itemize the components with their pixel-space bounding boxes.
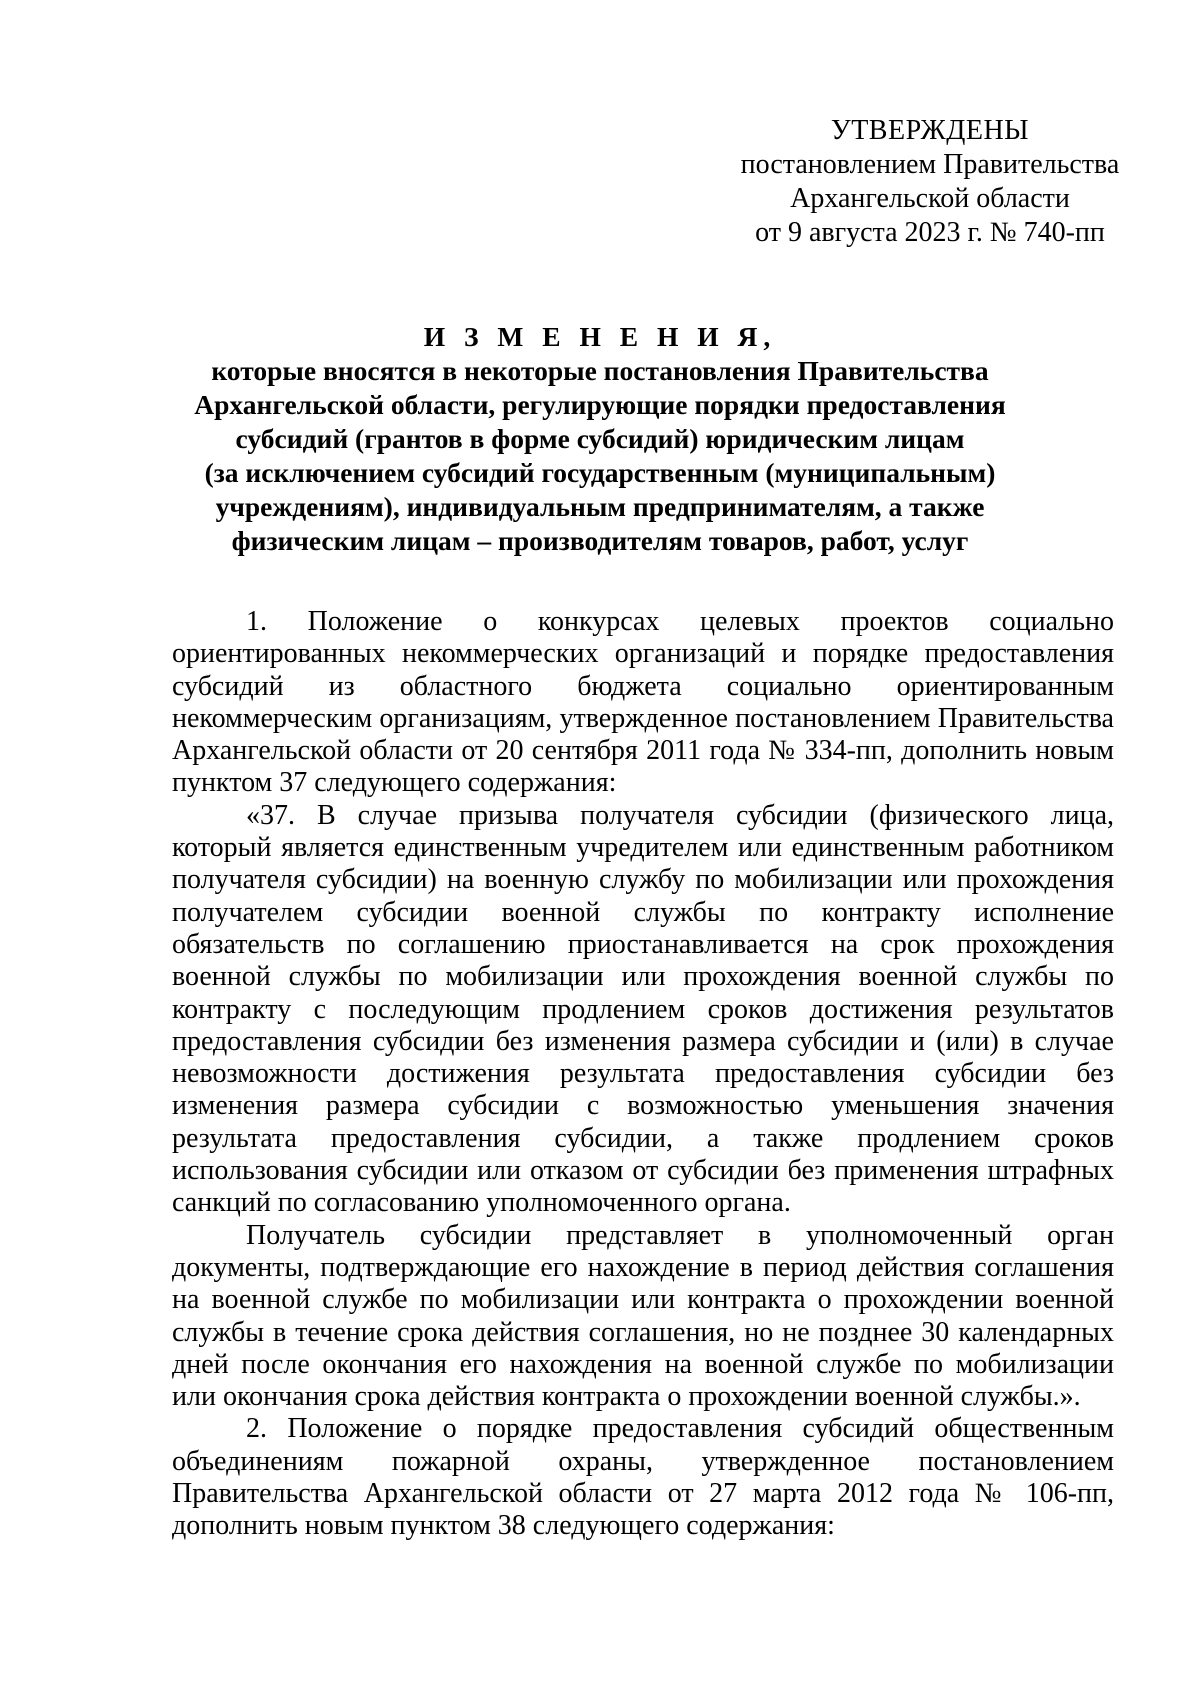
document-body — [172, 606, 1114, 1543]
heading-line: Архангельской области, регулирующие порядки предоставления — [194, 389, 1006, 420]
paragraph-2: «37. В случае призыва получателя субсидии (физического лица, который является единственным учредителем или единственным работником получателя субсидии) на военную службу по мобилизации или прохождения получателем субсидии военной службы по контракту исполнение обязательств по соглашению приостанавливается на срок прохождения военной службы по мобилизации или прохождения военной службы по контракту с последующим продлением сроков достижения результатов предоставления субсидии без изменения размера субсидии и (или) в случае невозможности достижения результата предоставления субсидии без изменения размера субсидии с возможностью уменьшения значения результата предоставления субсидии, а также продлением сроков использования субсидии или отказом от субсидии без применения штрафных санкций по согласованию уполномоченного органа. — [172, 799, 1114, 1219]
paragraph-4: 2. Положение о порядке предоставления субсидий общественным объединениям пожарной охраны, утвержденное постановлением Правительства Архангельской области от 27 марта 2012 года № 106-пп, дополнить новым пунктом 38 следующего содержания: — [172, 1413, 1114, 1542]
approval-line-2: Архангельской области — [790, 183, 1070, 214]
approval-line-1: постановлением Правительства — [740, 149, 1120, 180]
heading-line: которые вносятся в некоторые постановления Правительства — [211, 355, 989, 386]
heading-title: И З М Е Н Е Н И Я, — [423, 321, 777, 352]
approval-title: УТВЕРЖДЕНЫ — [830, 115, 1030, 146]
heading-line: (за исключением субсидий государственным (муниципальным) — [204, 457, 996, 488]
approval-line-3: от 9 августа 2023 г. № 740-пп — [755, 217, 1105, 248]
paragraph-1: 1. Положение о конкурсах целевых проектов социально ориентированных некоммерческих организаций и порядке предоставления субсидий из областного бюджета социально ориентированным некоммерческим организациям, утвержденное постановлением Правительства Архангельской области от 20 сентября 2011 года № 334-пп, дополнить новым пунктом 37 следующего содержания: — [172, 606, 1114, 799]
heading-line: учреждениям), индивидуальным предпринимателям, а также — [215, 491, 985, 522]
heading-line: физическим лицам – производителям товаров, работ, услуг — [231, 525, 969, 556]
heading-line: субсидий (грантов в форме субсидий) юридическим лицам — [235, 423, 965, 454]
document-heading — [170, 320, 1030, 558]
paragraph-3: Получатель субсидии представляет в уполномоченный орган документы, подтверждающие его нахождение в период действия соглашения на военной службе по мобилизации или контракта о прохождении военной службы в течение срока действия соглашения, но не позднее 30 календарных дней после окончания его нахождения на военной службе по мобилизации или окончания срока действия контракта о прохождении военной службы.». — [172, 1219, 1114, 1413]
approval-stamp — [690, 114, 1170, 250]
